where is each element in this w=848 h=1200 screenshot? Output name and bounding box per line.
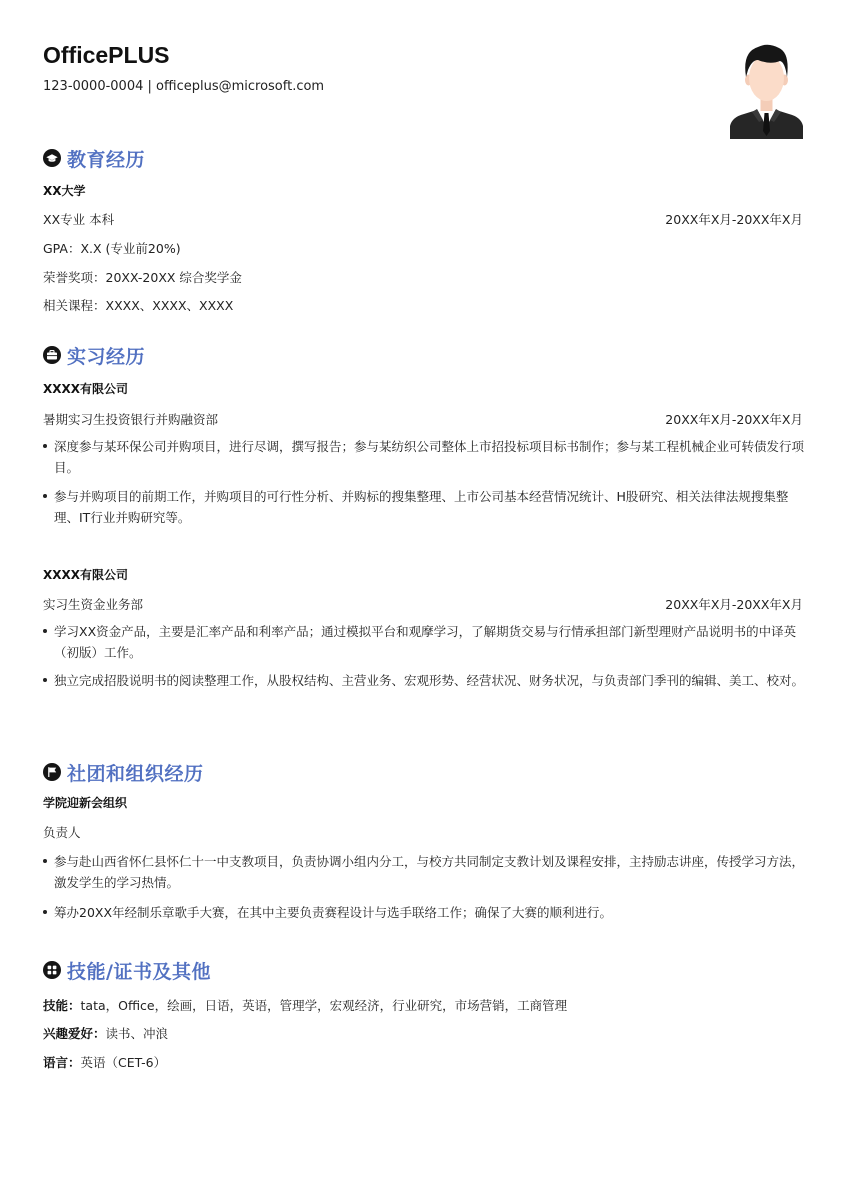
- organization-bullet: 筹办20XX年经制乐章歌手大赛，在其中主要负责赛程设计与选手联络工作；确保了大赛的顺利进行。: [43, 902, 805, 923]
- major-degree: XX专业 本科: [43, 212, 115, 227]
- internship-bullet: 学习XX资金产品，主要是汇率产品和利率产品；通过模拟平台和观摩学习，了解期货交易与行情承担部门新型理财产品说明书的中译英（初版）工作。: [43, 621, 805, 663]
- contact-separator: |: [147, 79, 152, 94]
- internship-date: 20XX年X月-20XX年X月: [665, 597, 803, 612]
- skills-label: 技能：: [43, 998, 81, 1013]
- courses-line: 相关课程：XXXX、XXXX、XXXX: [43, 298, 234, 313]
- flag-icon: [43, 763, 61, 781]
- grid-icon: [43, 961, 61, 979]
- hobbies-line: [43, 1024, 168, 1042]
- organization-name: 学院迎新会组织: [43, 796, 128, 810]
- gpa-line: GPA：X.X (专业前20%): [43, 241, 181, 256]
- school-name: XX大学: [43, 184, 86, 198]
- section-title-text: 技能/证书及其他: [67, 960, 211, 983]
- section-title-text: 实习经历: [67, 345, 146, 368]
- education-date: 20XX年X月-20XX年X月: [665, 212, 803, 227]
- section-title-text: 教育经历: [67, 148, 146, 171]
- organization-bullet: 参与赴山西省怀仁县怀仁十一中支教项目，负责协调小组内分工，与校方共同制定支教计划及课程安排，主持励志讲座，传授学习方法，激发学生的学习热情。: [43, 851, 805, 893]
- internship-bullet: 参与并购项目的前期工作，并购项目的可行性分析、并购标的搜集整理、上市公司基本经营情况统计、H股研究、相关法律法规搜集整理、IT行业并购研究等。: [43, 486, 805, 528]
- internship-company: XXXX有限公司: [43, 382, 129, 396]
- hobbies-value: 读书、冲浪: [105, 1026, 169, 1041]
- section-title-text: 社团和组织经历: [67, 762, 204, 785]
- internship-date: 20XX年X月-20XX年X月: [665, 412, 803, 427]
- honors-line: 荣誉奖项：20XX-20XX 综合奖学金: [43, 270, 242, 285]
- contact-line: [43, 79, 324, 94]
- email-address: officeplus@microsoft.com: [156, 79, 325, 94]
- language-line: [43, 1053, 166, 1071]
- skills-value: tata，Office，绘画，日语，英语，管理学，宏观经济，行业研究，市场营销，工商管理: [80, 998, 568, 1013]
- hobbies-label: 兴趣爱好：: [43, 1026, 106, 1041]
- language-value: 英语（CET-6）: [80, 1055, 167, 1070]
- internship-bullet: 深度参与某环保公司并购项目，进行尽调，撰写报告；参与某纺织公司整体上市招投标项目标书制作；参与某工程机械企业可转债发行项目。: [43, 436, 805, 478]
- candidate-name: OfficePLUS: [43, 42, 170, 68]
- section-title-skills: [43, 957, 211, 983]
- skills-line: [43, 996, 567, 1014]
- internship-bullet: 独立完成招股说明书的阅读整理工作，从股权结构、主营业务、宏观形势、经营状况、财务状况，与负责部门季刊的编辑、美工、校对。: [43, 670, 805, 691]
- internship-role: 暑期实习生投资银行并购融资部: [43, 412, 219, 427]
- section-title-internships: [43, 342, 145, 368]
- phone-number: 123-0000-0004: [43, 79, 144, 94]
- section-title-organizations: [43, 759, 204, 785]
- organization-role: 负责人: [43, 825, 81, 840]
- internship-role: 实习生资金业务部: [43, 597, 144, 612]
- graduation-cap-icon: [43, 149, 61, 167]
- internship-company: XXXX有限公司: [43, 568, 129, 582]
- section-title-education: [43, 145, 145, 171]
- language-label: 语言：: [43, 1055, 81, 1070]
- briefcase-icon: [43, 346, 61, 364]
- profile-photo: [730, 40, 803, 139]
